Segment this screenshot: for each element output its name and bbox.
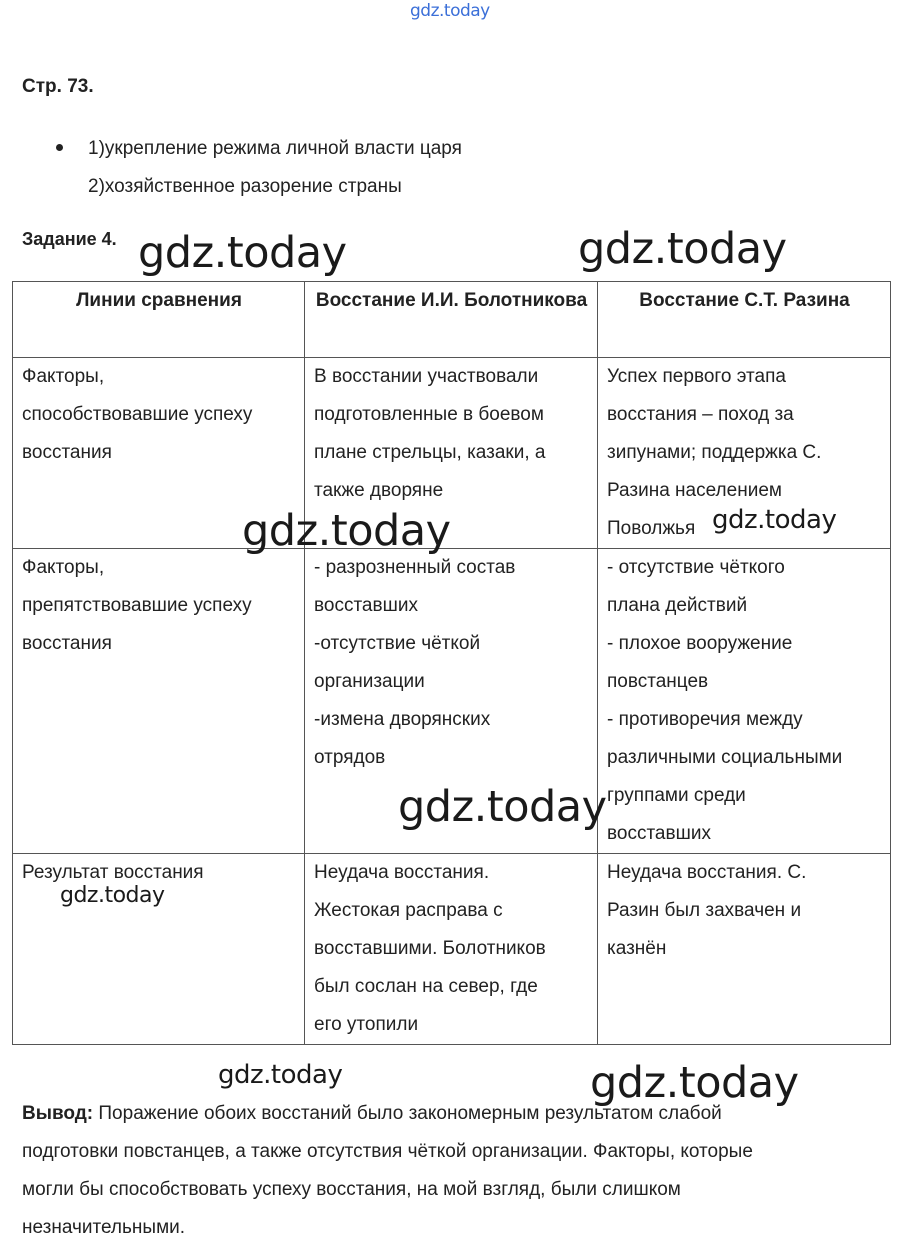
cell-line: - разрозненный состав [314,557,516,578]
watermark: gdz.today [398,782,607,832]
cell-line: восставшими. Болотников [314,938,546,959]
cell-line: различными социальными [607,747,843,768]
cell-line: восстания [22,633,112,654]
row-2-label [13,549,305,854]
cell-line: его утопили [314,1014,419,1035]
cell-line: отрядов [314,747,386,768]
cell-line: группами среди [607,785,746,806]
row-2-razin [598,549,891,854]
watermark: gdz.today [60,883,165,908]
bullet-line-1: 1)укрепление режима личной власти царя [88,138,462,159]
cell-line: Жестокая расправа с [314,900,503,921]
conclusion-line-3: могли бы способствовать успеху восстания, на мой взгляд, были слишком [22,1179,681,1200]
conclusion-label: Вывод: [22,1103,94,1124]
cell-line: организации [314,671,425,692]
cell-line: восставших [607,823,711,844]
cell-line: восставших [314,595,418,616]
cell-line: - плохое вооружение [607,633,793,654]
cell-line: повстанцев [607,671,709,692]
comparison-table [12,281,891,1045]
cell-line: Неудача восстания. [314,862,490,883]
header-razin: Восстание С.Т. Разина [598,282,891,358]
cell-line: Факторы, [22,366,105,387]
watermark: gdz.today [138,228,347,278]
conclusion-paragraph [22,1095,882,1247]
answer-bullet-list [56,130,462,206]
cell-line: зипунами; поддержка С. [607,442,822,463]
cell-line: также дворяне [314,480,444,501]
watermark-top: gdz.today [410,1,490,21]
cell-line: препятствовавшие успеху [22,595,252,616]
header-bolotnikov: Восстание И.И. Болотникова [305,282,598,358]
header-comparison-lines: Линии сравнения [13,282,305,358]
cell-line: Неудача восстания. С. [607,862,807,883]
cell-line: Факторы, [22,557,105,578]
cell-line: Разин был захвачен и [607,900,802,921]
cell-line: плана действий [607,595,748,616]
bullet-line-2: 2)хозяйственное разорение страны [88,176,402,197]
cell-line: способствовавшие успеху [22,404,253,425]
cell-line: плане стрельцы, казаки, а [314,442,546,463]
watermark: gdz.today [590,1058,799,1108]
cell-line: - отсутствие чёткого [607,557,785,578]
list-item [56,130,462,206]
watermark: gdz.today [218,1060,343,1090]
watermark: gdz.today [712,505,837,535]
cell-line: Поволжья [607,518,696,539]
task-title: Задание 4. [22,229,117,249]
conclusion-line-2: подготовки повстанцев, а также отсутствия чёткой организации. Факторы, которые [22,1141,753,1162]
cell-line: -измена дворянских [314,709,491,730]
cell-line: подготовленные в боевом [314,404,544,425]
cell-line: восстания – поход за [607,404,794,425]
cell-line: Разина населением [607,480,782,501]
row-3-bolotnikov [305,854,598,1045]
watermark: gdz.today [242,506,451,556]
conclusion-line-1: Поражение обоих восстаний было закономерным результатом слабой [93,1103,722,1124]
cell-line: В восстании участвовали [314,366,539,387]
cell-line: Успех первого этапа [607,366,786,387]
cell-line: был сослан на север, где [314,976,538,997]
cell-line: восстания [22,442,112,463]
conclusion-line-4: незначительными. [22,1217,186,1238]
page-reference: Стр. 73. [22,76,94,97]
bullet-dot-icon [56,144,63,151]
cell-line: -отсутствие чёткой [314,633,481,654]
cell-line: Результат восстания [22,862,204,883]
table-header-row [13,282,891,358]
watermark: gdz.today [578,224,787,274]
cell-line: казнён [607,938,667,959]
row-3-razin [598,854,891,1045]
cell-line: - противоречия между [607,709,803,730]
